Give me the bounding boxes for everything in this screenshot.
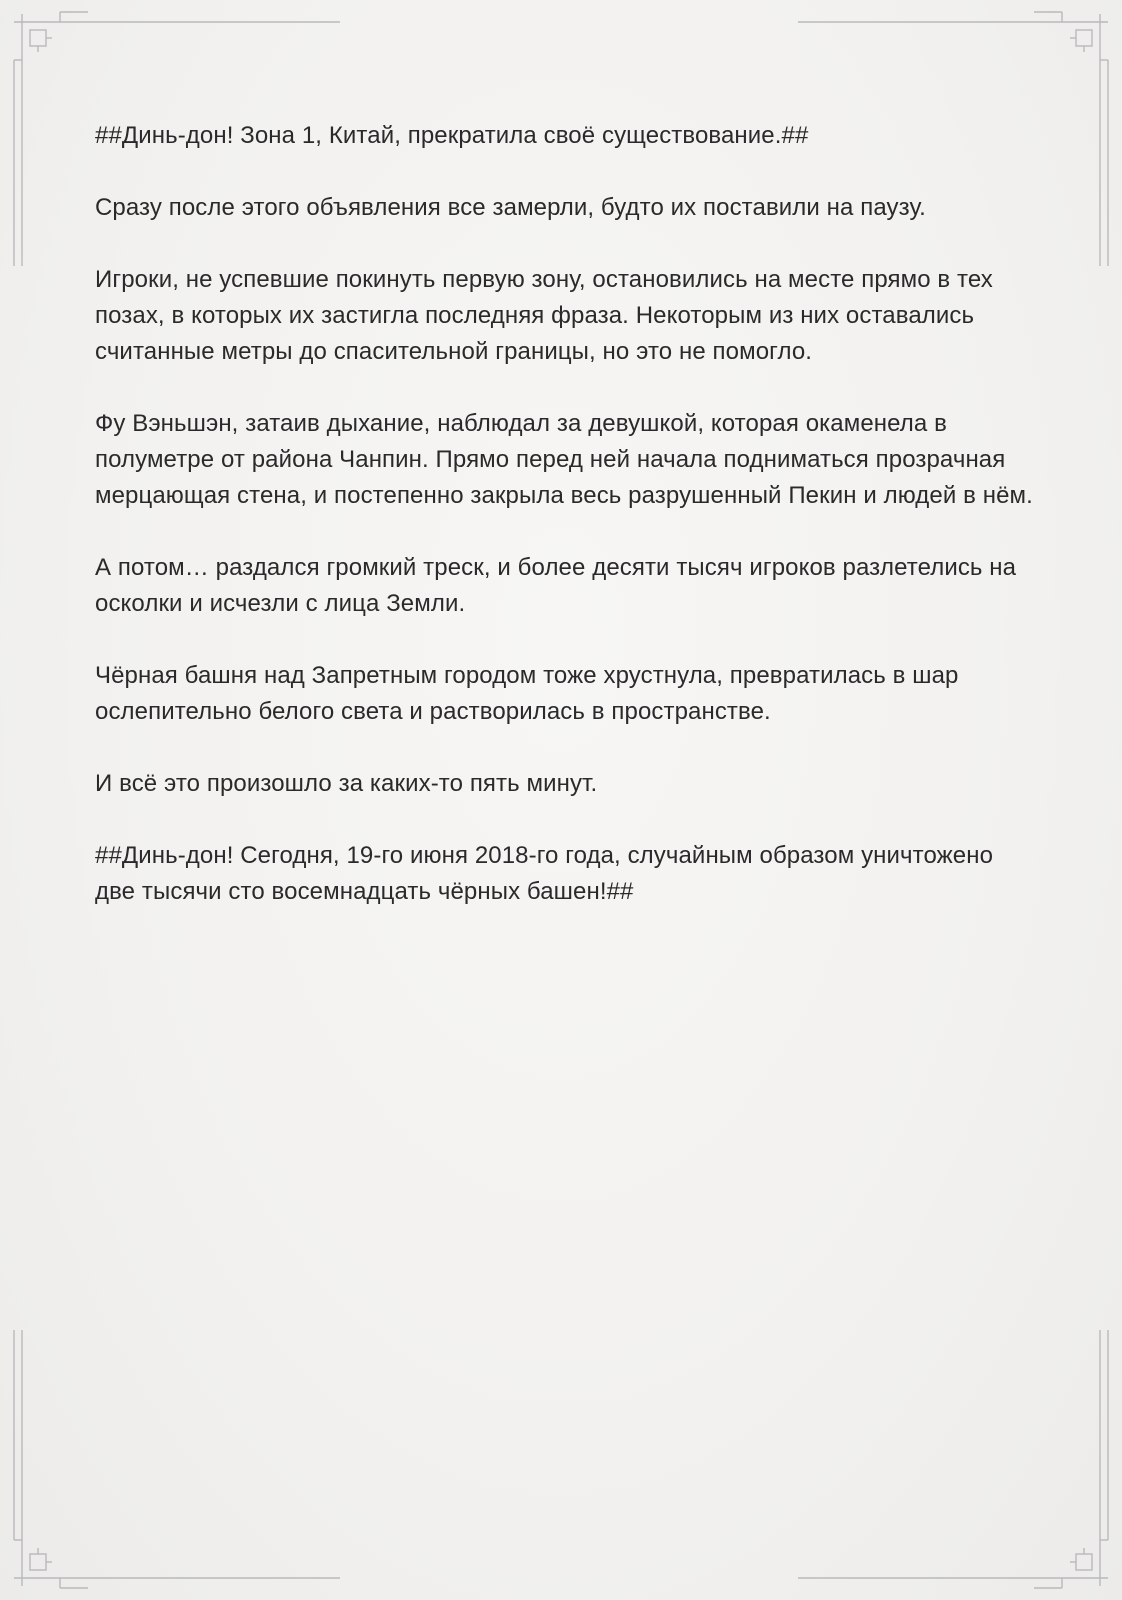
document-text-body [95, 118, 1035, 946]
paragraph: Сразу после этого объявления все замерли, будто их поставили на паузу. [95, 194, 926, 221]
corner-ornament-bottom-right [798, 1330, 1108, 1588]
paragraph: ##Динь-дон! Сегодня, 19-го июня 2018-го года, случайным образом уничтожено две тысячи сто восемнадцать чёрных башен!## [95, 842, 994, 905]
paragraph: Игроки, не успевшие покинуть первую зону, остановились на месте прямо в тех позах, в которых их застигла последняя фраза. Некоторым из них оставались считанные метры до спасительной границы, но это не помогло. [95, 266, 993, 365]
paragraph: И всё это произошло за каких-то пять минут. [95, 770, 598, 797]
paragraph: А потом… раздался громкий треск, и более десяти тысяч игроков разлетелись на осколки и исчезли с лица Земли. [95, 554, 1017, 617]
paragraph: ##Динь-дон! Зона 1, Китай, прекратила своё существование.## [95, 122, 809, 149]
corner-ornament-bottom-left [14, 1330, 340, 1588]
paragraph: Чёрная башня над Запретным городом тоже хрустнула, превратилась в шар ослепительно белого света и растворилась в пространстве. [95, 662, 959, 725]
paragraph: Фу Вэньшэн, затаив дыхание, наблюдал за девушкой, которая окаменела в полуметре от района Чанпин. Прямо перед ней начала подниматься прозрачная мерцающая стена, и постепенно закрыла весь разрушенный Пекин и людей в нём. [95, 410, 1033, 509]
